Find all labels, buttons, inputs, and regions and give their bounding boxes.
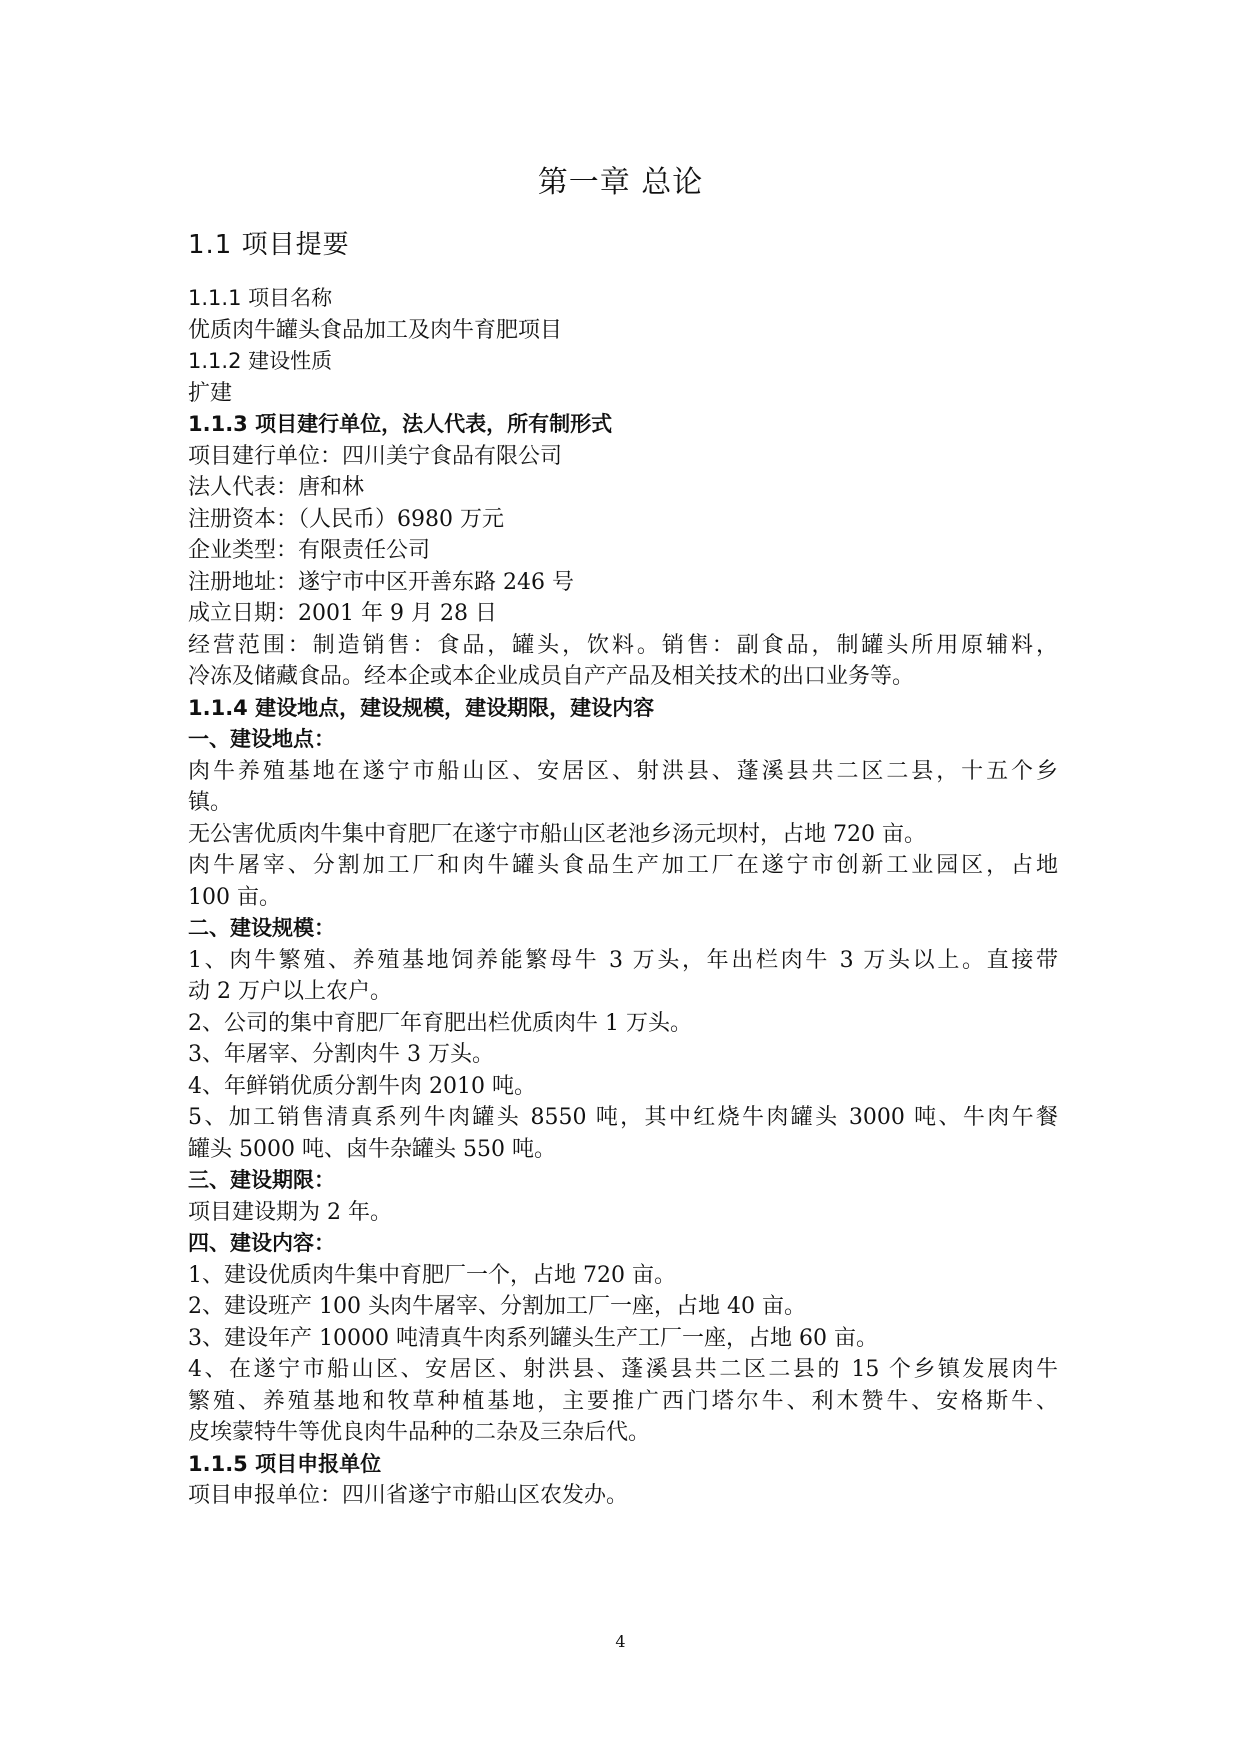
text-line: 肉牛屠宰、分割加工厂和肉牛罐头食品生产加工厂在遂宁市创新工业园区，占地	[188, 853, 1058, 878]
heading-line: 二、建设规模：	[188, 916, 335, 940]
page-number: 4	[615, 1632, 626, 1651]
text-line: 优质肉牛罐头食品加工及肉牛育肥项目	[188, 317, 563, 343]
text-line: 企业类型：有限责任公司	[188, 538, 431, 563]
body-text	[188, 283, 1058, 1512]
text-line: 100 亩。	[188, 884, 281, 910]
text-line: 4、在遂宁市船山区、安居区、射洪县、蓬溪县共二区二县的 15 个乡镇发展肉牛	[188, 1357, 1058, 1382]
text-line: 成立日期：2001 年 9 月 28 日	[188, 601, 497, 626]
section-title: 1.1 项目提要	[188, 230, 350, 260]
text-line: 2、公司的集中育肥厂年育肥出栏优质肉牛 1 万头。	[188, 1010, 692, 1036]
heading-line: 1.1.1 项目名称	[188, 286, 333, 310]
text-line: 法人代表：唐和林	[188, 475, 365, 500]
text-line: 罐头 5000 吨、卤牛杂罐头 550 吨。	[188, 1136, 556, 1162]
text-line: 项目申报单位：四川省遂宁市船山区农发办。	[188, 1483, 629, 1508]
text-line: 3、建设年产 10000 吨清真牛肉系列罐头生产工厂一座，占地 60 亩。	[188, 1325, 878, 1351]
text-line: 繁殖、养殖基地和牧草种植基地，主要推广西门塔尔牛、利木赞牛、安格斯牛、	[188, 1388, 1058, 1414]
heading-line: 四、建设内容：	[188, 1231, 335, 1255]
text-line: 注册资本：（人民币）6980 万元	[188, 506, 504, 532]
heading-line: 1.1.4 建设地点，建设规模，建设期限，建设内容	[188, 695, 655, 720]
heading-line: 1.1.2 建设性质	[188, 349, 333, 373]
text-line: 肉牛养殖基地在遂宁市船山区、安居区、射洪县、蓬溪县共二区二县，十五个乡	[188, 758, 1058, 784]
text-line: 注册地址：遂宁市中区开善东路 246 号	[188, 569, 574, 595]
text-line: 2、建设班产 100 头肉牛屠宰、分割加工厂一座，占地 40 亩。	[188, 1294, 806, 1319]
text-line: 项目建行单位：四川美宁食品有限公司	[188, 443, 563, 469]
heading-line: 一、建设地点：	[188, 727, 335, 751]
text-line: 经营范围：制造销售：食品，罐头，饮料。销售：副食品，制罐头所用原辅料，	[188, 632, 1058, 658]
text-line: 扩建	[188, 380, 233, 406]
text-line: 冷冻及储藏食品。经本企或本企业成员自产产品及相关技术的出口业务等。	[188, 664, 915, 689]
text-line: 无公害优质肉牛集中育肥厂在遂宁市船山区老池乡汤元坝村，占地 720 亩。	[188, 821, 926, 847]
heading-line: 1.1.3 项目建行单位，法人代表，所有制形式	[188, 412, 613, 436]
text-line: 5、加工销售清真系列牛肉罐头 8550 吨，其中红烧牛肉罐头 3000 吨、牛肉午餐	[188, 1105, 1058, 1130]
chapter-title: 第一章 总论	[537, 165, 704, 200]
text-line: 4、年鲜销优质分割牛肉 2010 吨。	[188, 1073, 536, 1099]
text-line: 动 2 万户以上农户。	[188, 979, 392, 1004]
text-line: 3、年屠宰、分割肉牛 3 万头。	[188, 1042, 494, 1067]
text-line: 1、肉牛繁殖、养殖基地饲养能繁母牛 3 万头，年出栏肉牛 3 万头以上。直接带	[188, 947, 1058, 973]
heading-line: 1.1.5 项目申报单位	[188, 1451, 382, 1476]
heading-line: 三、建设期限：	[188, 1168, 335, 1192]
text-line: 镇。	[188, 790, 233, 815]
text-line: 1、建设优质肉牛集中育肥厂一个，占地 720 亩。	[188, 1262, 676, 1288]
text-line: 项目建设期为 2 年。	[188, 1199, 392, 1225]
text-line: 皮埃蒙特牛等优良肉牛品种的二杂及三杂后代。	[188, 1420, 651, 1445]
